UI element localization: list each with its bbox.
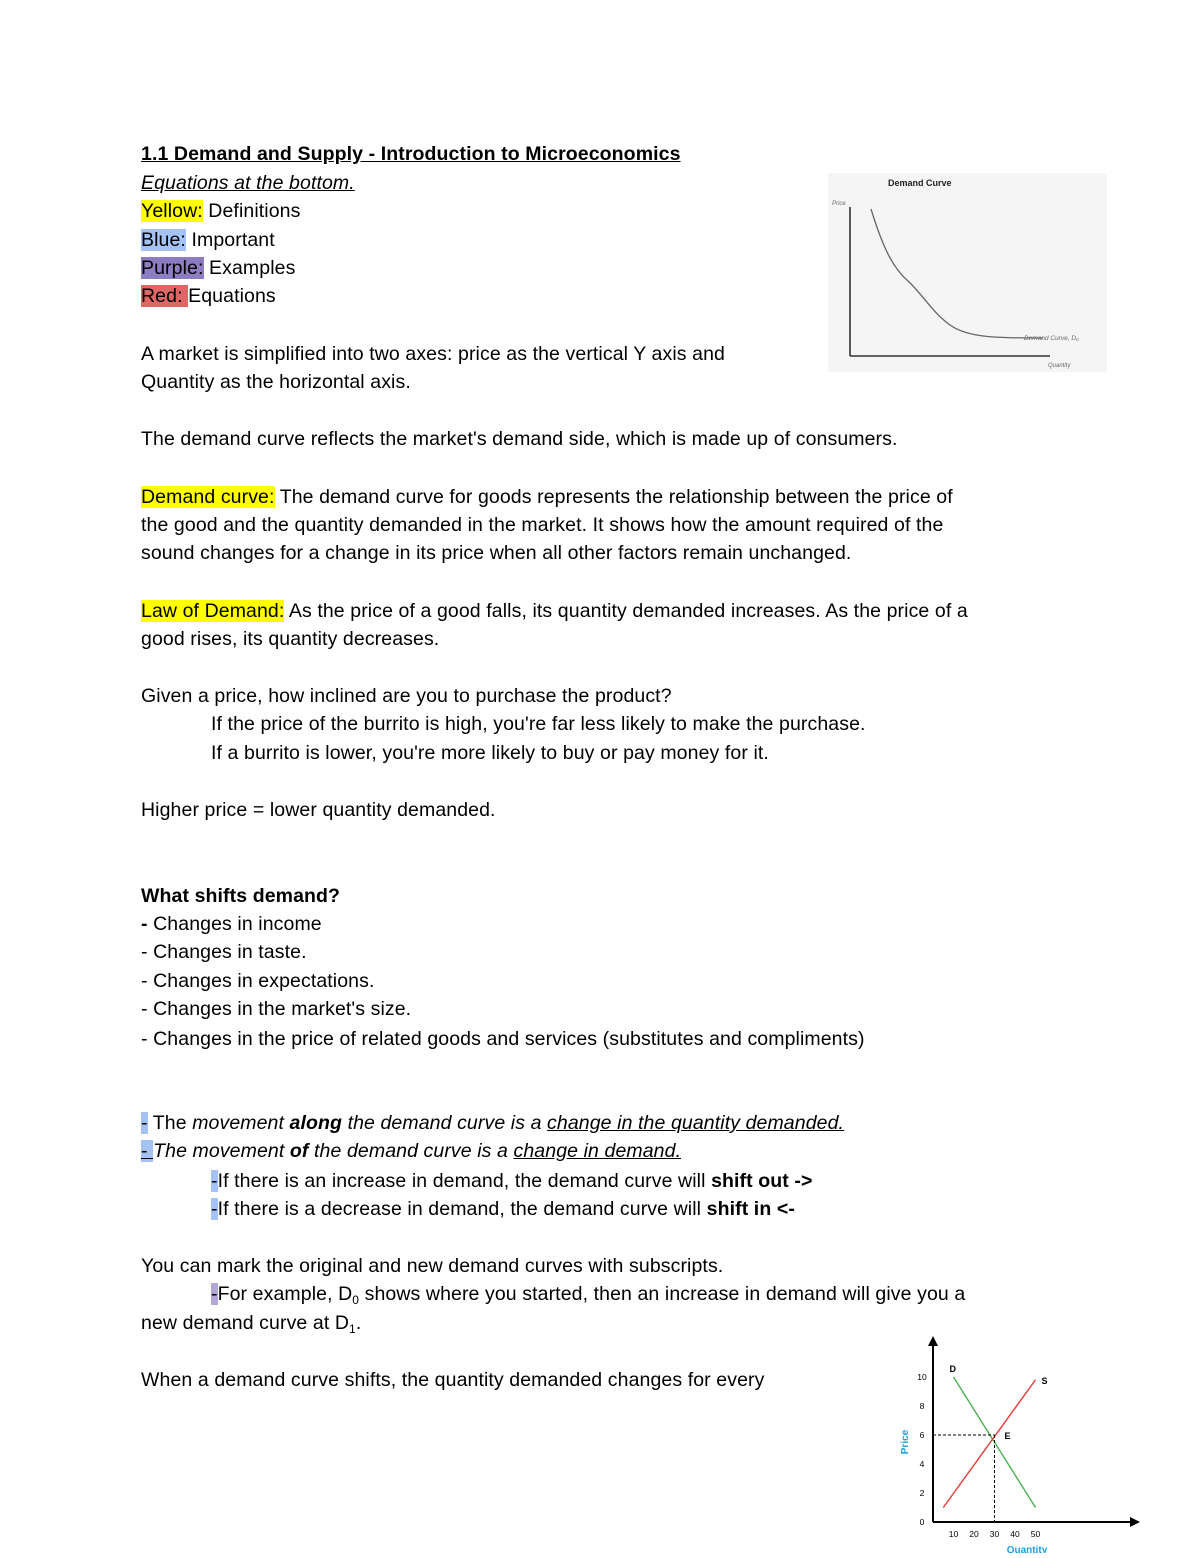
legend-red bbox=[141, 282, 276, 310]
legend-key: Purple: bbox=[141, 257, 204, 279]
y-tick-label: 0 bbox=[919, 1517, 925, 1527]
shift-in-line: -If there is a decrease in demand, the demand curve will shift in <- bbox=[211, 1198, 795, 1220]
burrito-line: If the price of the burrito is high, you're far less likely to make the purchase. bbox=[211, 713, 866, 735]
shift-out-line: -If there is an increase in demand, the demand curve will shift out -> bbox=[211, 1170, 813, 1192]
x-tick-label: 20 bbox=[969, 1529, 979, 1539]
legend-key: Blue: bbox=[141, 229, 186, 251]
subscripts-example: -For example, $D_0$ shows where you started, then an increase in demand will give you a bbox=[211, 1283, 966, 1307]
summary-text: Higher price = lower quantity demanded. bbox=[141, 799, 496, 821]
legend-text: Examples bbox=[203, 257, 296, 279]
list-item: - Changes in taste. bbox=[141, 941, 307, 963]
supply-demand-svg bbox=[896, 1330, 1156, 1553]
x-tick-label: 50 bbox=[1030, 1529, 1041, 1539]
list-item: - Changes in the market's size. bbox=[141, 998, 412, 1020]
demand-curve-image bbox=[828, 173, 1107, 372]
definition-term: Demand curve: bbox=[141, 486, 275, 508]
question-text: Given a price, how inclined are you to purchase the product? bbox=[141, 685, 672, 707]
subscripts-example-cont: new demand curve at $D_1$. bbox=[141, 1312, 362, 1336]
page-title: 1.1 Demand and Supply - Introduction to Microeconomics bbox=[141, 143, 681, 165]
y-tick-label: 6 bbox=[919, 1430, 925, 1440]
equilibrium-label: E bbox=[1004, 1431, 1011, 1441]
y-tick-label: 8 bbox=[919, 1401, 925, 1411]
legend-text: Equations bbox=[188, 285, 276, 307]
demand-curve-figure bbox=[828, 173, 1107, 372]
figure-demand-curve bbox=[871, 209, 1043, 338]
subscripts-line: You can mark the original and new demand curves with subscripts. bbox=[141, 1255, 724, 1277]
x-axis-arrow bbox=[1130, 1517, 1140, 1527]
page-subtitle: Equations at the bottom. bbox=[141, 172, 355, 194]
demand-curve-definition: Demand curve: The demand curve for goods represents the relationship between the price of bbox=[141, 486, 953, 508]
figure-title: Demand Curve bbox=[888, 178, 952, 188]
definition-line: good rises, its quantity decreases. bbox=[141, 628, 440, 650]
x-tick-label: 30 bbox=[989, 1529, 1000, 1539]
definition-line: the good and the quantity demanded in the market. It shows how the amount required of the bbox=[141, 514, 944, 536]
figure-ylabel: Price bbox=[832, 201, 846, 207]
series-line-s bbox=[943, 1380, 1035, 1508]
intro-line: Quantity as the horizontal axis. bbox=[141, 371, 411, 393]
demand-side-text: The demand curve reflects the market's demand side, which is made up of consumers. bbox=[141, 428, 898, 450]
legend-purple bbox=[141, 254, 295, 282]
legend-yellow bbox=[141, 197, 300, 225]
y-tick-label: 4 bbox=[919, 1459, 925, 1469]
movement-along-line: - The movement along the demand curve is a change in the quantity demanded. bbox=[141, 1112, 845, 1134]
definition-line: sound changes for a change in its price when all other factors remain unchanged. bbox=[141, 542, 852, 564]
legend-text: Important bbox=[185, 229, 275, 251]
figure-xlabel: Quantity bbox=[1048, 363, 1071, 369]
movement-of-line: - The movement of the demand curve is a change in demand. bbox=[141, 1140, 682, 1162]
x-tick-label: 10 bbox=[948, 1529, 959, 1539]
y-tick-label: 2 bbox=[919, 1488, 925, 1498]
definition-term: Law of Demand: bbox=[141, 600, 285, 622]
series-label-d: D bbox=[949, 1364, 956, 1374]
legend-key: Yellow: bbox=[141, 200, 203, 222]
list-item: - Changes in the price of related goods and services (substitutes and compliments) bbox=[141, 1028, 865, 1050]
list-item: - Changes in expectations. bbox=[141, 970, 375, 992]
list-item: - Changes in income bbox=[141, 913, 322, 935]
legend-key: Red: bbox=[141, 285, 188, 307]
legend-blue bbox=[141, 226, 275, 254]
last-line: When a demand curve shifts, the quantity demanded changes for every bbox=[141, 1369, 765, 1391]
supply-demand-chart bbox=[896, 1330, 1156, 1553]
y-axis-arrow bbox=[928, 1336, 938, 1346]
y-tick-label: 10 bbox=[917, 1372, 927, 1382]
x-tick-label: 40 bbox=[1010, 1529, 1020, 1539]
x-axis-title: Quantity bbox=[1006, 1545, 1048, 1553]
y-axis-title: Price bbox=[900, 1429, 911, 1455]
series-label-s: S bbox=[1041, 1375, 1048, 1386]
figure-curve-label: Demand Curve, D₀ bbox=[1024, 335, 1079, 342]
legend-text: Definitions bbox=[202, 200, 301, 222]
shifts-heading: What shifts demand? bbox=[141, 885, 341, 907]
law-of-demand-definition: Law of Demand: As the price of a good falls, its quantity demanded increases. As the price of a bbox=[141, 600, 968, 622]
intro-line: A market is simplified into two axes: price as the vertical Y axis and bbox=[141, 343, 725, 365]
burrito-line: If a burrito is lower, you're more likely to buy or pay money for it. bbox=[211, 742, 769, 764]
